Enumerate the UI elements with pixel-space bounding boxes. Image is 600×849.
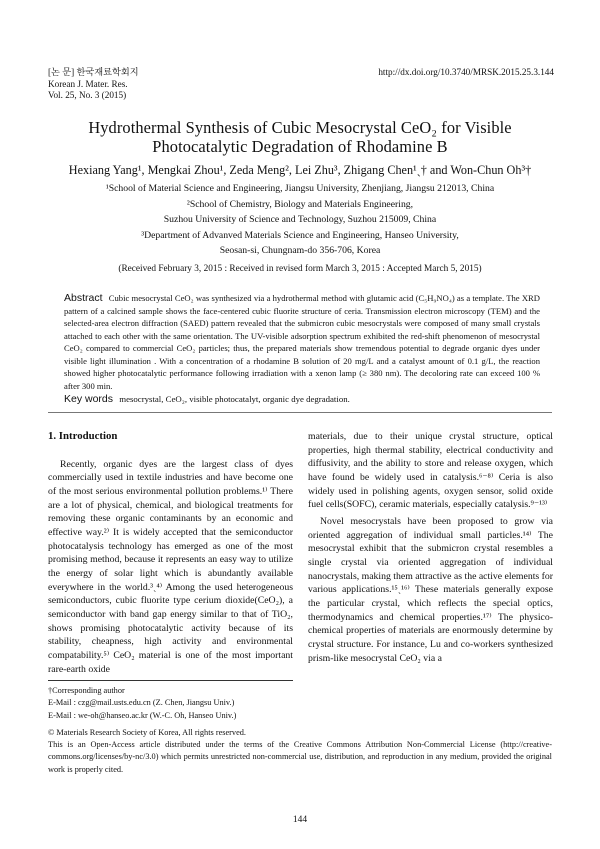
journal-volume: Vol. 25, No. 3 (2015) (48, 90, 127, 100)
author-list: Hexiang Yang¹, Mengkai Zhou¹, Zeda Meng², Lei Zhu³, Zhigang Chen¹ˎ† and Won-Chun Oh³† (68, 163, 532, 177)
paper-title (30, 118, 570, 156)
abstract-text: Cubic mesocrystal CeO₂ was synthesized via a hydrothermal method with glutamic acid (C₅H₉NO₄) as a template. The XRD pattern of a calcined sample shows the face-centered cubic fluorite structure of ceria. Transmission electron microscopy (TEM) and the selected-area electron diffraction (SAED) pattern revealed that the submicron cubic mesocrystals were composed of many small crystals attached to each other with the same orientation. The UV-visible adsorption spectrum exhibited the red-shift phenomenon of mesocrystal CeO₂ compared to commercial CeO₂ particles; thus, the prepared materials show tremendous potential to degrade organic dyes under visible light illumination . With a concentration of a rhodamine B solution of 20 mg/L and a catalyst amount of 0.1 g/L, the reaction showed higher photocatalytic performance following irradiation with a xenon lamp (≥ 380 nm). The decoloring rate can exceed 100 % after 300 min. (64, 293, 540, 391)
affiliation-line: ³Department of Advanved Materials Science and Engineering, Hanseo University, (141, 229, 459, 241)
body-paragraph: Recently, organic dyes are the largest class of dyes commercially used in textile industries and have become one of the most serious environmental pollution problems.¹⁾ There are a lot of physical, chemical, and biological treatments for removing these organic contaminants by an economic and effective way.²⁾ It is widely accepted that the semiconductor photocatalysis technology has emerged as one of the most promising method, because it represents an easy way to utilize the energy of solar light which is abundantly available everywhere in the world.³ˎ⁴⁾ Among the used heterogeneous semiconductors, cubic fluorite type cerium dioxide(CeO₂), a semiconductor with band gap energy similar to that of TiO₂, shows promising photocatalytic activity because of its stability, cheapness, high activity and environmental compatability.⁵⁾ CeO₂ material is one of the most important rare-earth oxide (48, 458, 293, 675)
keywords-label: Key words (64, 393, 114, 405)
email-line[interactable]: E-Mail : we-oh@hanseo.ac.kr (W.-C. Oh, Hanseo Univ.) (48, 710, 237, 720)
footnote-divider (48, 680, 293, 681)
keywords-text: mesocrystal, CeO₂, visible photocatalyt, organic dye degradation. (119, 394, 350, 404)
footnotes (48, 685, 552, 776)
journal-header (48, 67, 139, 102)
journal-short-name: Korean J. Mater. Res. (48, 78, 128, 89)
copyright-notice: © Materials Research Society of Korea, All rights reserved. (48, 727, 246, 737)
page-number: 144 (292, 815, 308, 825)
left-column (48, 430, 293, 676)
affiliation-line: ¹School of Material Science and Engineering, Jiangsu University, Zhenjiang, Jiangsu 212013, China (105, 183, 495, 194)
section-heading: 1. Introduction (48, 430, 118, 442)
license-notice: This is an Open-Access article distributed under the terms of the Creative Commons Attribution Non-Commercial License (http://creative-commons.org/licenses/by-nc/3.0) which permits unrestricted non-commercial use, distribution, and reproduction in any medium, provided the original work is properly cited. (48, 740, 552, 774)
abstract-label: Abstract (64, 292, 103, 304)
affiliation-line: Seosan-si, Chungnam-do 356-706, Korea (219, 245, 381, 257)
email-line[interactable]: E-Mail : czg@mail.usts.edu.cn (Z. Chen, Jiangsu Univ.) (48, 698, 235, 708)
body-paragraph: materials, due to their unique crystal structure, optical properties, high thermal stability, electrical conductivity and diffusivity, and the ability to store and release oxygen, which have found be widely used in catalysis.⁶⁻⁸⁾ Ceria is also widely used in polishing agents, oxygen sensor, solid oxide fuel cells(SOFC), ceramic materials, especially catalysis.⁹⁻¹³⁾ (308, 431, 553, 511)
affiliation-line: Suzhou University of Science and Technology, Suzhou 215009, China (163, 214, 437, 226)
abstract (64, 292, 540, 392)
keywords (64, 393, 540, 405)
journal-korean-name: [논 문] 한국재료학회지 (48, 67, 139, 77)
section-divider (48, 412, 552, 413)
affiliations (30, 181, 570, 259)
doi-link[interactable]: http://dx.doi.org/10.3740/MRSK.2015.25.3.144 (378, 67, 554, 77)
body-paragraph: Novel mesocrystals have been proposed to grow via oriented aggregation of individual small particles.¹⁴⁾ The mesocrystal exhibit that the submicron crystal resembles a single crystal via oriented aggregation of individual nanocrystals, making them attractive as the active elements for various applications.¹⁵ˎ¹⁶⁾ These materials generally expose the particular crystal, which reflects the special optics, thermodynamics and chemical properties.¹⁷⁾ The physico-chemical properties of materials are enormously determine by crystal structure. For instance, Lu and co-workers synthesized prism-like mesocrystal CeO₂ via a (308, 515, 554, 664)
right-column (308, 430, 553, 665)
affiliation-line: ²School of Chemistry, Biology and Materials Engineering, (186, 198, 414, 210)
title-line-1: Hydrothermal Synthesis of Cubic Mesocrystal CeO₂ for Visible (88, 118, 512, 137)
title-line-2: Photocatalytic Degradation of Rhodamine B (152, 137, 448, 156)
received-dates: (Received February 3, 2015 : Received in revised form March 3, 2015 : Accepted March 5, 2015) (118, 264, 482, 274)
corresponding-author: †Corresponding author (48, 686, 125, 695)
